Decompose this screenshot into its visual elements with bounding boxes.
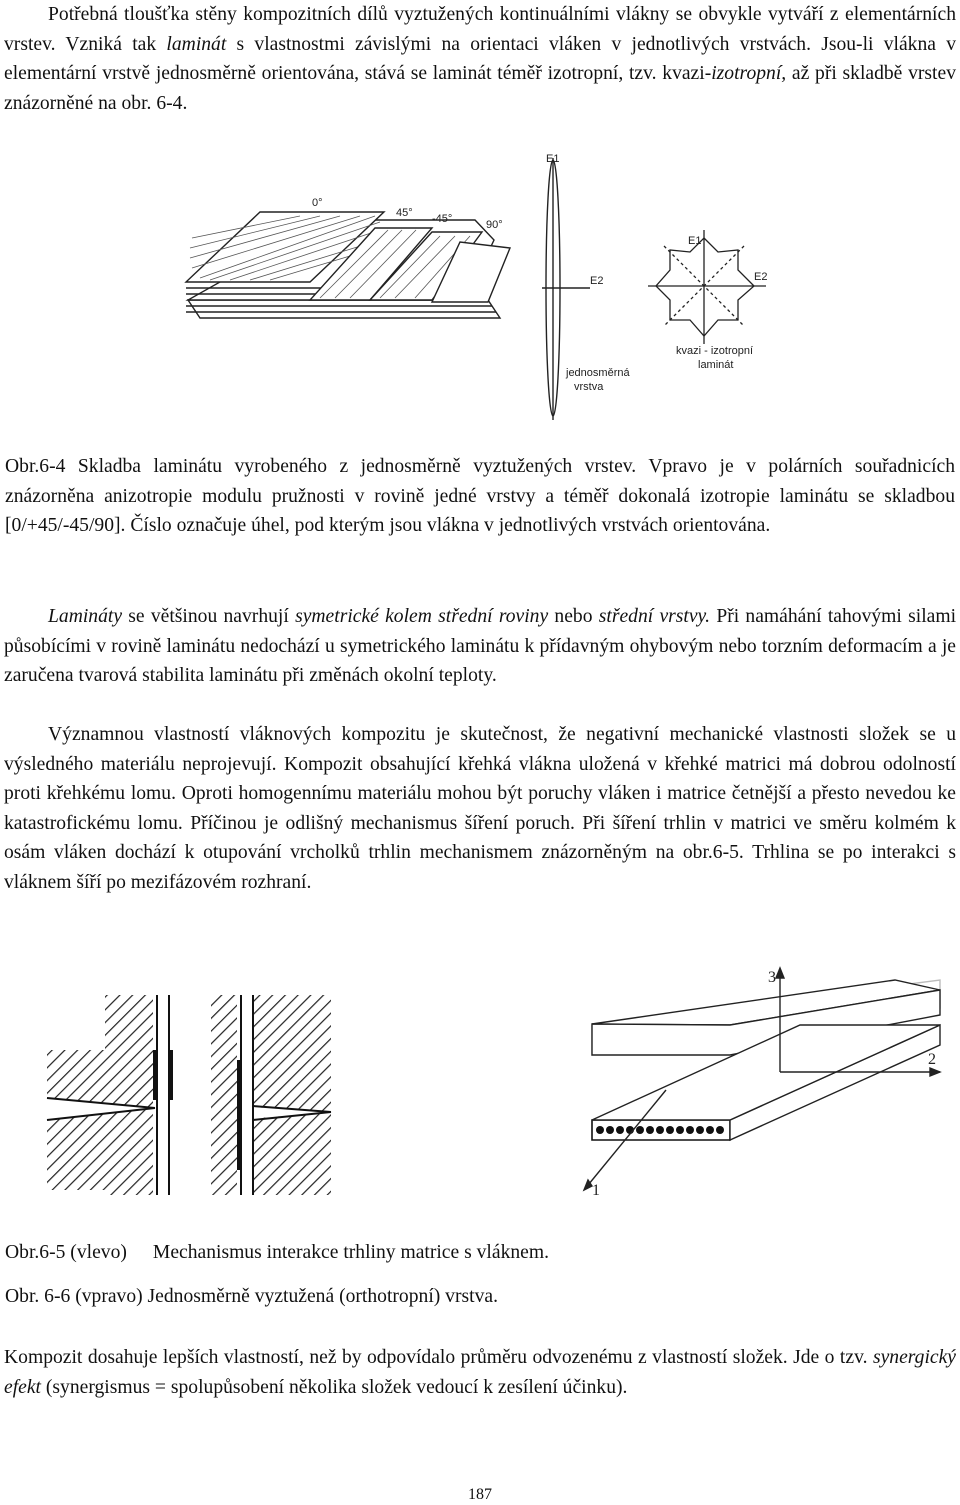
symmetry-text-2: nebo	[548, 606, 599, 627]
synergy-paragraph	[4, 1343, 956, 1402]
symmetry-text-3: Při namáhání tahovými silami působícími v rovině laminátu nedochází u symetrického laminátu k přídavným ohybovým nebo torzním deformacím a je zaručena tvarová stabilita laminátu při změnách okolní teploty.	[4, 606, 957, 686]
quasi-axis-label-e2: E2	[754, 271, 768, 283]
figure-6-4-caption-text: Vpravo je v polárních souřadnicích znázorněna anizotropie modulu pružnosti v rovině jedné vrstvy a téměř dokonalá izotropie laminátu se skladbou [0/+45/-45/90]. Číslo označuje úhel, pod kterým jsou vlákna v jednotlivých vrstvách orientována.	[5, 456, 956, 536]
intro-term-laminat: laminát	[166, 33, 227, 55]
synergy-text-1: Kompozit dosahuje lepších vlastností, než by odpovídalo průměru odvozenému z vlastností složek. Jde o tzv.	[4, 1347, 873, 1368]
intro-text-1: Potřebná tloušťka stěny kompozitních dílů vyztužených kontinuálními vlákny se obvykle vytváří z elementárních vrstev. Vzniká tak	[4, 4, 956, 55]
term-synergicky-efekt: synergický efekt	[4, 1347, 956, 1398]
angle-label-minus-45: -45°	[432, 213, 453, 225]
figure-6-5-caption-text: Mechanismus interakce trhliny matrice s vláknem.	[152, 1242, 549, 1263]
synergy-text-2: (synergismus = spolupůsobení několika složek vedoucí k zesílení účinku).	[40, 1376, 628, 1398]
angle-label-45: 45°	[396, 207, 413, 219]
intro-term-izotropni: izotropní,	[711, 63, 787, 84]
quasi-isotropic-polar-diagram	[648, 230, 766, 344]
term-stredni-vrstvy: střední vrstvy.	[598, 606, 711, 627]
quasi-label-2: laminát	[698, 359, 734, 371]
figure-6-5	[35, 990, 355, 1210]
intro-paragraph	[4, 0, 956, 118]
intro-text-3: až při skladbě vrstev znázorněné na obr. 6-4.	[4, 63, 956, 114]
uni-axis-label-e1: E1	[546, 153, 560, 165]
uni-layer-label-1: jednosměrná	[566, 367, 630, 379]
quasi-label-1: kvazi - izotropní	[676, 345, 754, 357]
quasi-axis-label-e1: E1	[688, 235, 702, 247]
figure-6-6-caption: Obr. 6-6 (vpravo) Jednosměrně vyztužená (orthotropní) vrstva.	[5, 1286, 498, 1307]
crack-paragraph: Významnou vlastností vláknových kompozitu je skutečnost, že negativní mechanické vlastnosti složek se u výsledného materiálu neprojevují. Kompozit obsahující křehká vlákna uložená v křehké matrici má dobrou odolností proti křehkému lomu. Oproti homogennímu materiálu mohou být poruchy vláken i matrice četnější a přesto nevedou ke katastrofickému lomu. Příčinou je odlišný mechanismus šíření poruch. Při šíření trhlin v matrici ve směru kolmém k osám vláken dochází k otupování vrcholků trhlin mechanismem znázorněným na obr.6-5. Trhlina se po interakci s vláknem šíří po mezifázovém rozhraní.	[4, 724, 956, 893]
crack-interaction-drawing	[47, 995, 331, 1195]
figure-6-4	[170, 150, 810, 440]
term-laminaty: Lamináty	[48, 606, 123, 627]
figure-6-6	[570, 960, 955, 1205]
laminate-stack-drawing	[186, 212, 510, 318]
figure-6-4-caption-lead: Obr.6-4 Skladba laminátu vyrobeného z jednosměrně vyztužených vrstev.	[5, 456, 637, 477]
uni-layer-label-2: vrstva	[574, 381, 604, 393]
angle-label-90: 90°	[486, 219, 503, 231]
axis-label-1: 1	[592, 1182, 600, 1199]
figure-6-5-caption-lead: Obr.6-5 (vlevo)	[5, 1242, 127, 1263]
figure-6-4-caption	[5, 452, 955, 541]
symmetry-paragraph	[4, 602, 956, 691]
symmetry-text-1: se většinou navrhují	[122, 606, 296, 627]
intro-text-2: s vlastnostmi závislými na orientaci vláken v jednotlivých vrstvách. Jsou-li vlákna v elementární vrstvě jednosměrně orientována, stává se laminát téměř izotropní, tzv. kvazi-	[4, 33, 956, 84]
angle-label-0: 0°	[312, 197, 323, 209]
orthotropic-layer-drawing	[584, 968, 940, 1190]
figure-6-5-caption	[5, 1242, 549, 1264]
axis-label-2: 2	[928, 1051, 936, 1068]
uni-axis-label-e2: E2	[590, 275, 604, 287]
axis-label-3: 3	[768, 969, 776, 986]
page-number: 187	[468, 1486, 492, 1503]
term-symetricke: symetrické kolem střední roviny	[295, 606, 549, 627]
